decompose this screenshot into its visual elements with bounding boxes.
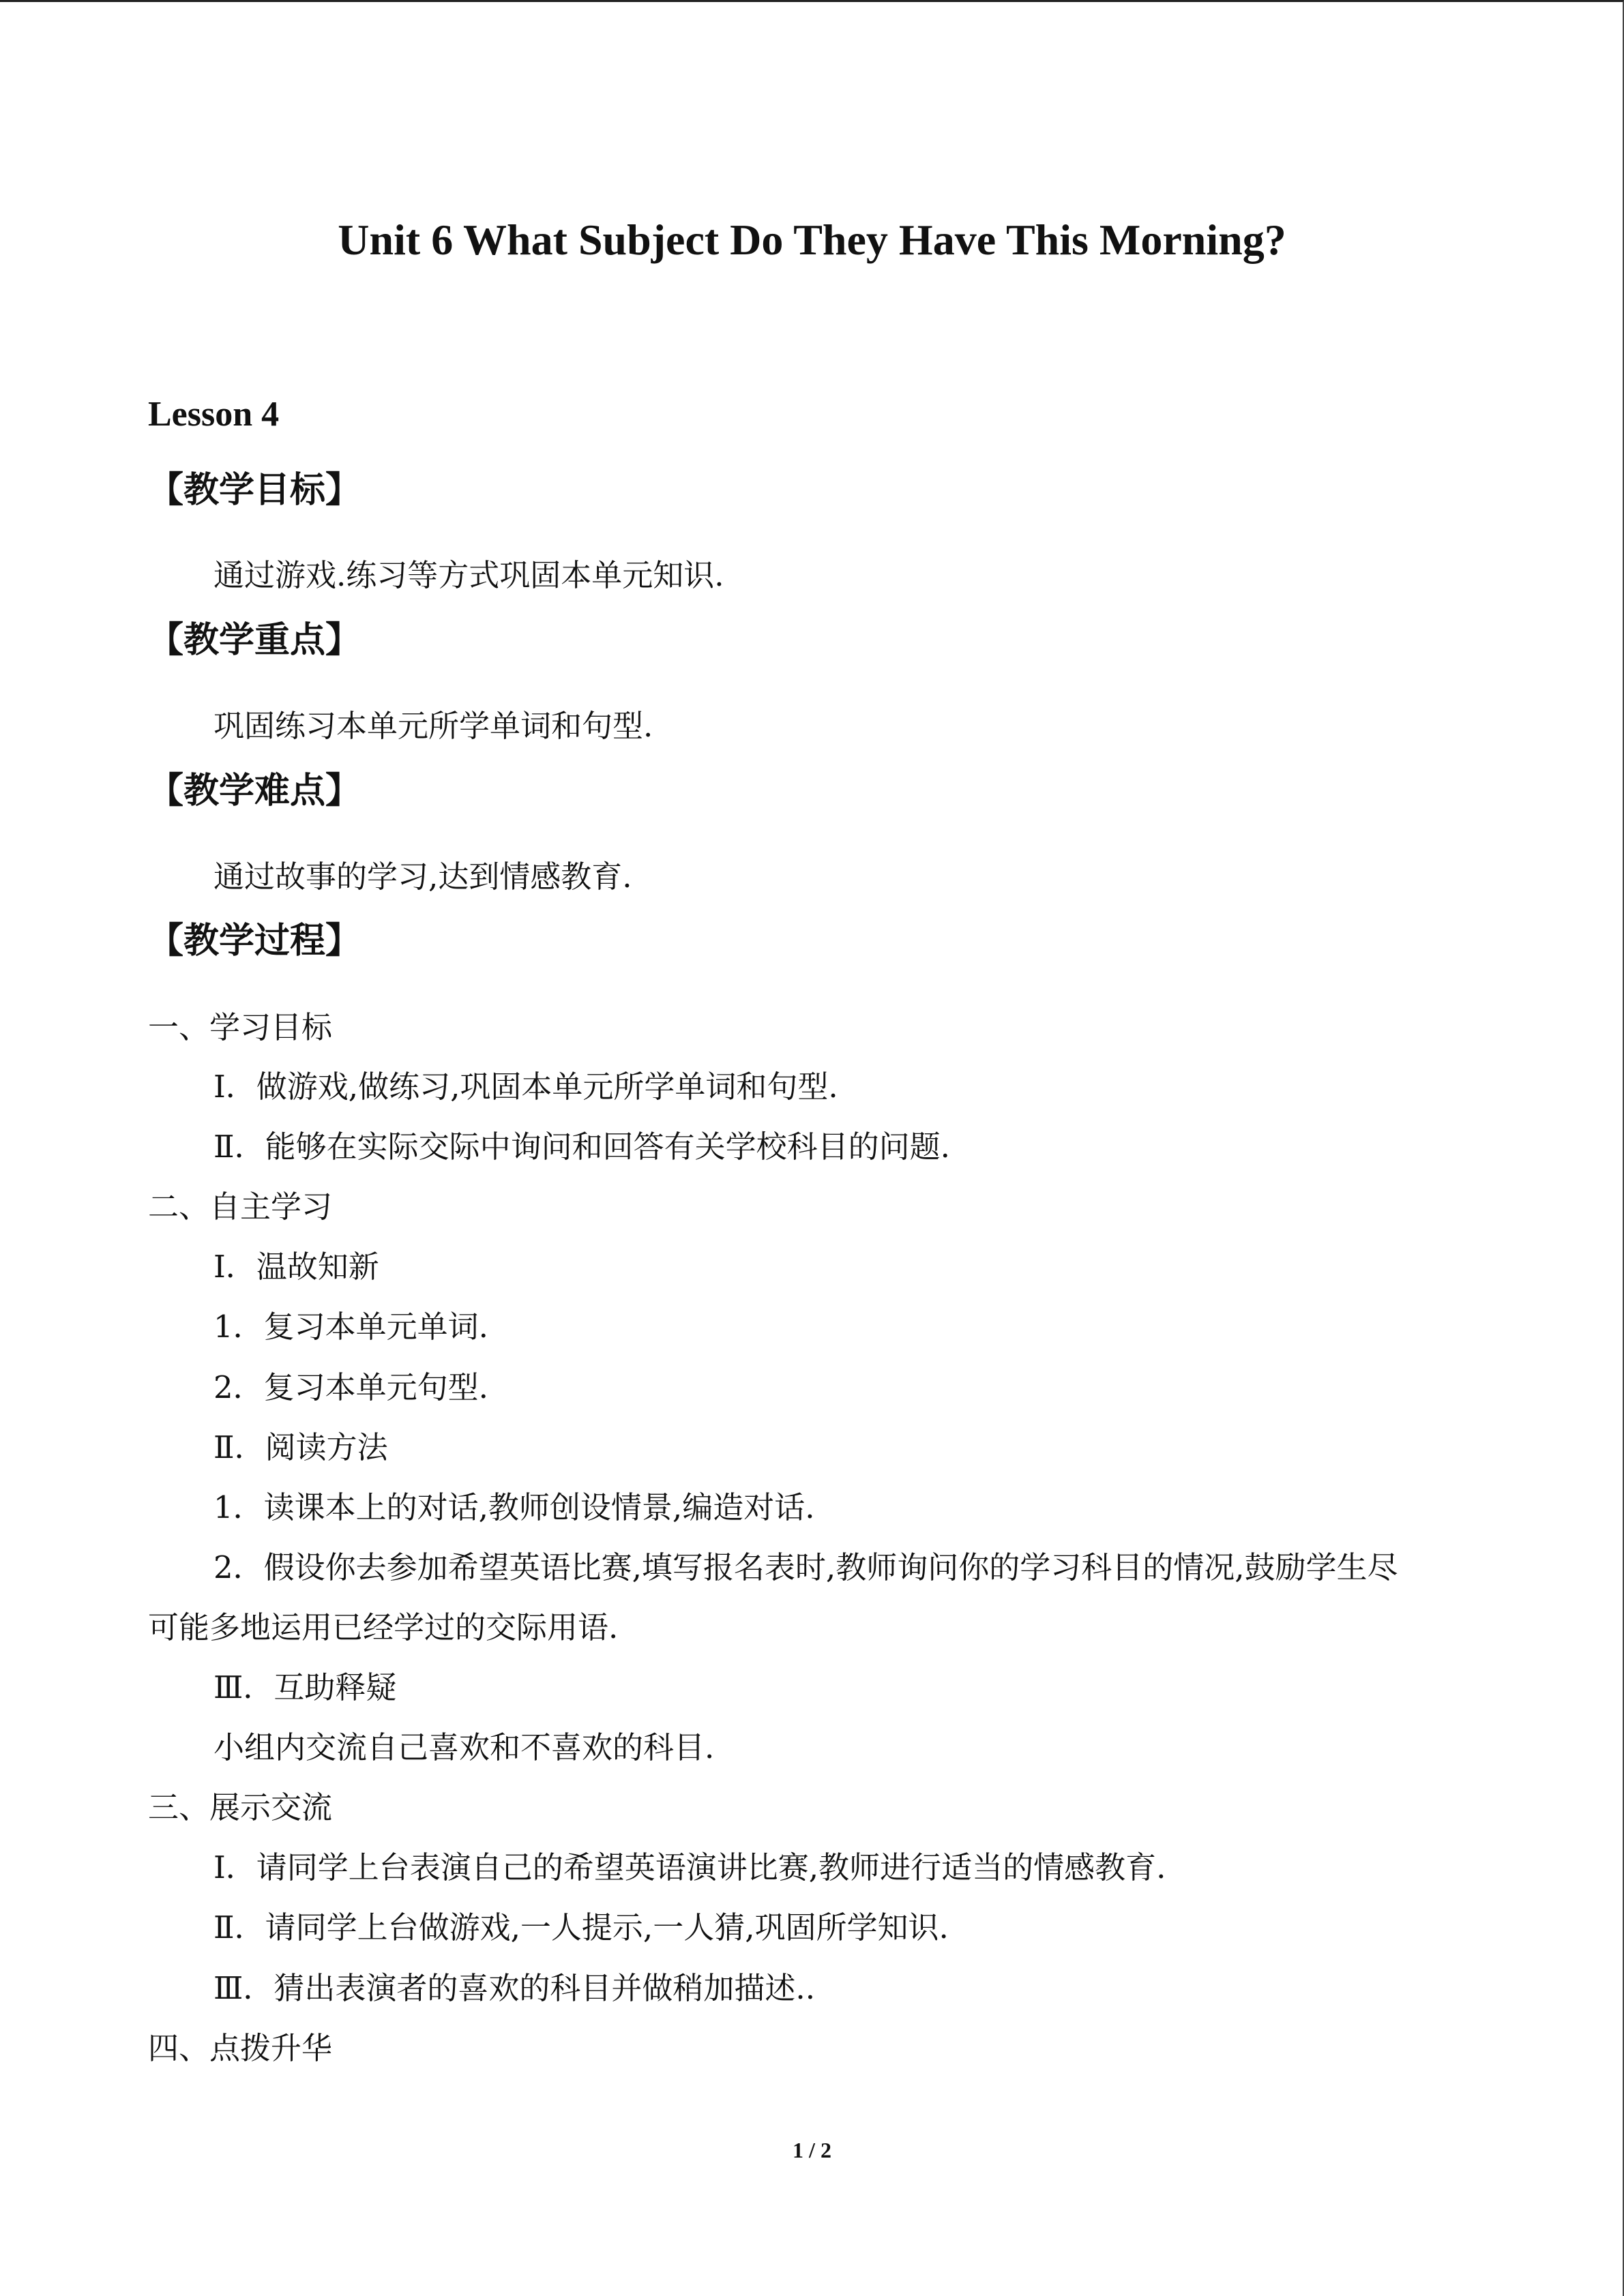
process-line: 小组内交流自己喜欢和不喜欢的科目. — [213, 1729, 715, 1765]
section-text-difficulties: 通过故事的学习,达到情感教育. — [213, 859, 632, 895]
process-line: Ⅲ．猜出表演者的喜欢的科目并做稍加描述.. — [213, 1970, 816, 2006]
process-section-title: 三、展示交流 — [148, 1789, 333, 1825]
process-line: 2．假设你去参加希望英语比赛,填写报名表时,教师询问你的学习科目的情况,鼓励学生尽 — [213, 1549, 1398, 1585]
process-line: Ⅲ．互助释疑 — [213, 1669, 397, 1705]
section-heading-difficulties: 【教学难点】 — [148, 771, 361, 811]
process-line: 1．读课本上的对话,教师创设情景,编造对话. — [213, 1489, 815, 1525]
process-line: Ⅰ．请同学上台表演自己的希望英语演讲比赛,教师进行适当的情感教育. — [213, 1849, 1166, 1885]
page-number: 1 / 2 — [793, 2138, 831, 2162]
section-heading-goals: 【教学目标】 — [148, 470, 361, 511]
section-heading-keypoints: 【教学重点】 — [148, 620, 361, 661]
lesson-label: Lesson 4 — [148, 395, 280, 434]
document-title: Unit 6 What Subject Do They Have This Morning? — [338, 215, 1286, 264]
process-line: 1．复习本单元单词. — [213, 1309, 488, 1345]
section-heading-process: 【教学过程】 — [148, 921, 361, 961]
process-line: Ⅱ．请同学上台做游戏,一人提示,一人猜,巩固所学知识. — [213, 1909, 949, 1945]
section-text-goals: 通过游戏.练习等方式巩固本单元知识. — [213, 557, 724, 593]
process-section-title: 四、点拨升华 — [148, 2030, 333, 2066]
process-line: Ⅱ．能够在实际交际中询问和回答有关学校科目的问题. — [213, 1129, 950, 1165]
section-text-keypoints: 巩固练习本单元所学单词和句型. — [213, 708, 653, 744]
process-line: Ⅱ．阅读方法 — [213, 1429, 388, 1465]
process-line-continuation: 可能多地运用已经学过的交际用语. — [148, 1609, 619, 1645]
process-line: Ⅰ．温故知新 — [213, 1249, 379, 1285]
process-line: Ⅰ．做游戏,做练习,巩固本单元所学单词和句型. — [213, 1069, 838, 1105]
process-section-title: 一、学习目标 — [148, 1009, 333, 1045]
process-section-title: 二、自主学习 — [148, 1189, 333, 1225]
process-line: 2．复习本单元句型. — [213, 1369, 488, 1405]
